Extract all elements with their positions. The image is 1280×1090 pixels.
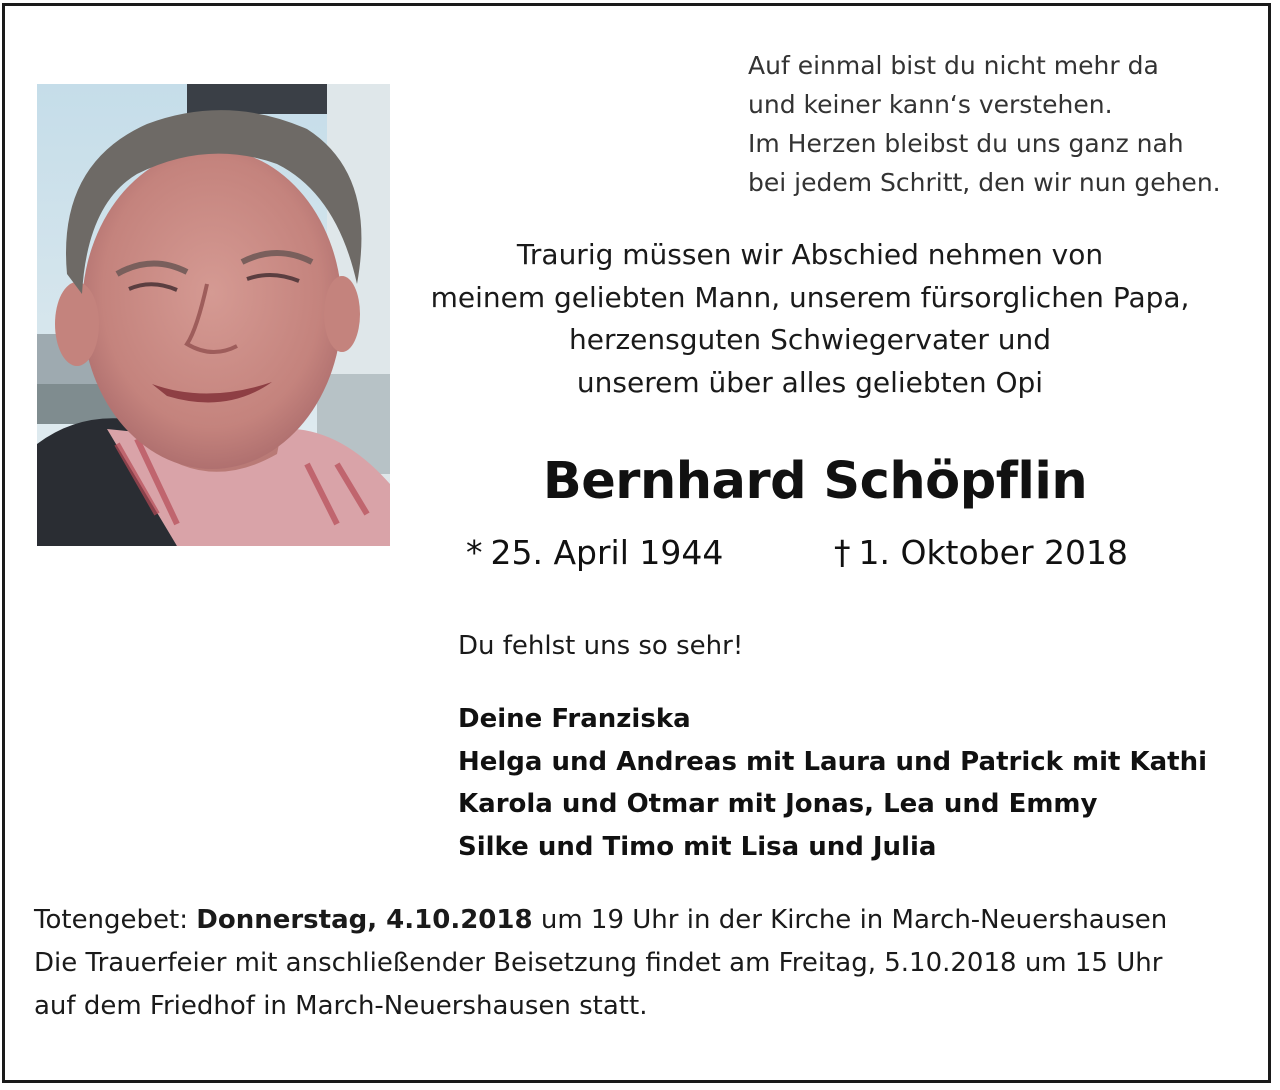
service-notice — [34, 899, 1167, 1028]
poem-line: Im Herzen bleibst du uns ganz nah — [748, 129, 1184, 158]
notice-line-ceremony: Die Trauerfeier mit anschließender Beisetzung findet am Freitag, 5.10.2018 um 15 Uhr — [34, 948, 1163, 978]
mourner-line: Silke und Timo mit Lisa und Julia — [458, 831, 937, 862]
birth-star-icon: * — [466, 533, 483, 572]
mourner-line: Helga und Andreas mit Laura und Patrick mit Kathi — [458, 746, 1208, 777]
portrait-photo — [37, 84, 390, 546]
notice-line-location: auf dem Friedhof in March-Neuershausen statt. — [34, 991, 648, 1021]
deceased-name: Bernhard Schöpflin — [542, 452, 1088, 511]
farewell-message: Du fehlst uns so sehr! — [458, 631, 744, 661]
death-date: 1. Oktober 2018 — [858, 533, 1128, 572]
poem-line: Auf einmal bist du nicht mehr da — [748, 51, 1159, 80]
intro-text — [400, 234, 1220, 404]
death-cross-icon: † — [834, 533, 851, 572]
prayer-label: Totengebet: — [34, 905, 188, 935]
mourners-list — [458, 698, 1207, 868]
poem-line: und keiner kann‘s verstehen. — [748, 90, 1113, 119]
intro-line: unserem über alles geliebten Opi — [576, 365, 1044, 399]
mourner-line: Deine Franziska — [458, 704, 691, 734]
birth-date-group — [466, 528, 723, 578]
intro-line: Traurig müssen wir Abschied nehmen von — [516, 238, 1104, 271]
death-date-group — [834, 528, 1128, 578]
portrait-image — [37, 84, 390, 546]
mourner-line: Karola und Otmar mit Jonas, Lea und Emmy — [458, 789, 1098, 819]
intro-line: meinem geliebten Mann, unserem fürsorglichen Papa, — [430, 280, 1190, 314]
poem — [748, 46, 1221, 202]
prayer-details: um 19 Uhr in der Kirche in March-Neuershausen — [540, 905, 1168, 935]
poem-line: bei jedem Schritt, den wir nun gehen. — [748, 168, 1221, 197]
notice-line-prayer — [34, 899, 1167, 942]
intro-line: herzensguten Schwiegervater und — [568, 323, 1052, 356]
birth-date: 25. April 1944 — [490, 533, 724, 572]
prayer-date: Donnerstag, 4.10.2018 — [196, 905, 533, 935]
